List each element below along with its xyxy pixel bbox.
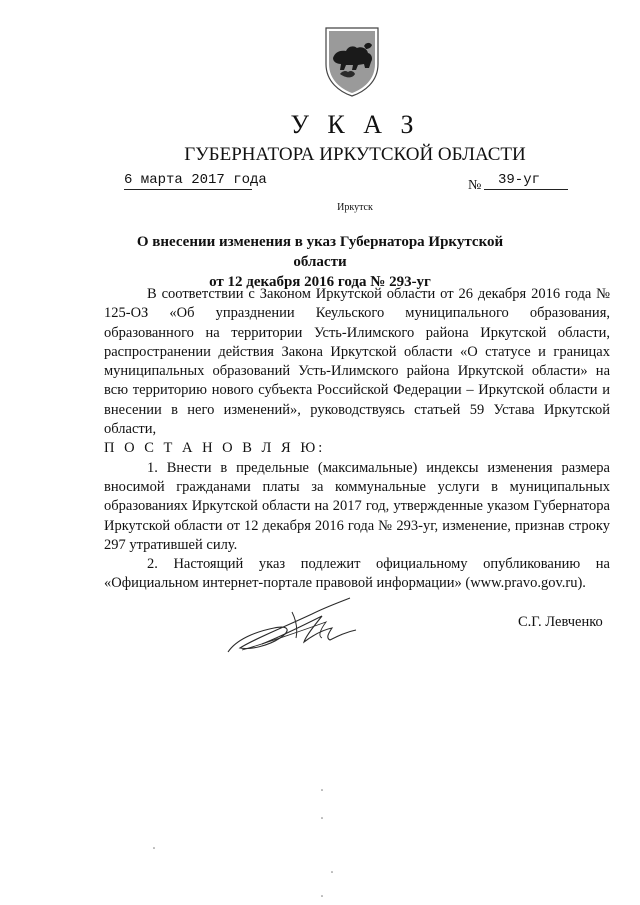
- decree-number: 39-уг: [484, 172, 568, 190]
- resolve-paragraph: П О С Т А Н О В Л Я Ю:: [104, 440, 326, 457]
- number-label: №: [468, 178, 482, 193]
- scan-speck: [321, 817, 323, 819]
- preamble-paragraph: В соответствии с Законом Иркутской области от 26 декабря 2016 года № 125-ОЗ «Об упразднении Кеульского муниципального образования, образованного на территории Усть-Илимского района Иркутской области, распространении действия Закона Иркутской области «О статусе и границах муниципальных образований Усть-Илимского района Иркутской области» на всю территорию нового субъекта Российской Федерации – Иркутской области и внесении в него изменений», руководствуясь статьей 59 Устава Иркутской области,: [104, 286, 610, 438]
- heading-line-2: от 12 декабря 2016 года № 293-уг: [209, 274, 431, 290]
- scan-speck: [331, 871, 333, 873]
- heading-line-1: О внесении изменения в указ Губернатора Иркутской области: [136, 234, 504, 270]
- scan-speck: [153, 847, 155, 849]
- item-2-paragraph: 2. Настоящий указ подлежит официальному опубликованию на «Официальном интернет-портале правовой информации» (www.pravo.gov.ru).: [104, 556, 610, 592]
- document-type-title: У К А З: [290, 110, 420, 139]
- decree-date: 6 марта 2017 года: [124, 172, 267, 188]
- signer-name: С.Г. Левченко: [518, 614, 603, 630]
- scan-speck: [321, 789, 323, 791]
- issuer-title: ГУБЕРНАТОРА ИРКУТСКОЙ ОБЛАСТИ: [184, 144, 526, 165]
- scan-speck: [321, 895, 323, 897]
- item-1-paragraph: 1. Внести в предельные (максимальные) индексы изменения размера вносимой гражданами платы за коммунальные услуги в муниципальных образованиях Иркутской области на 2017 год, утвержденные указом Губернатора Иркутской области от 12 декабря 2016 года № 293-уг, изменение, признав строку 297 утратившей силу.: [104, 459, 610, 553]
- city-label: Иркутск: [337, 202, 373, 213]
